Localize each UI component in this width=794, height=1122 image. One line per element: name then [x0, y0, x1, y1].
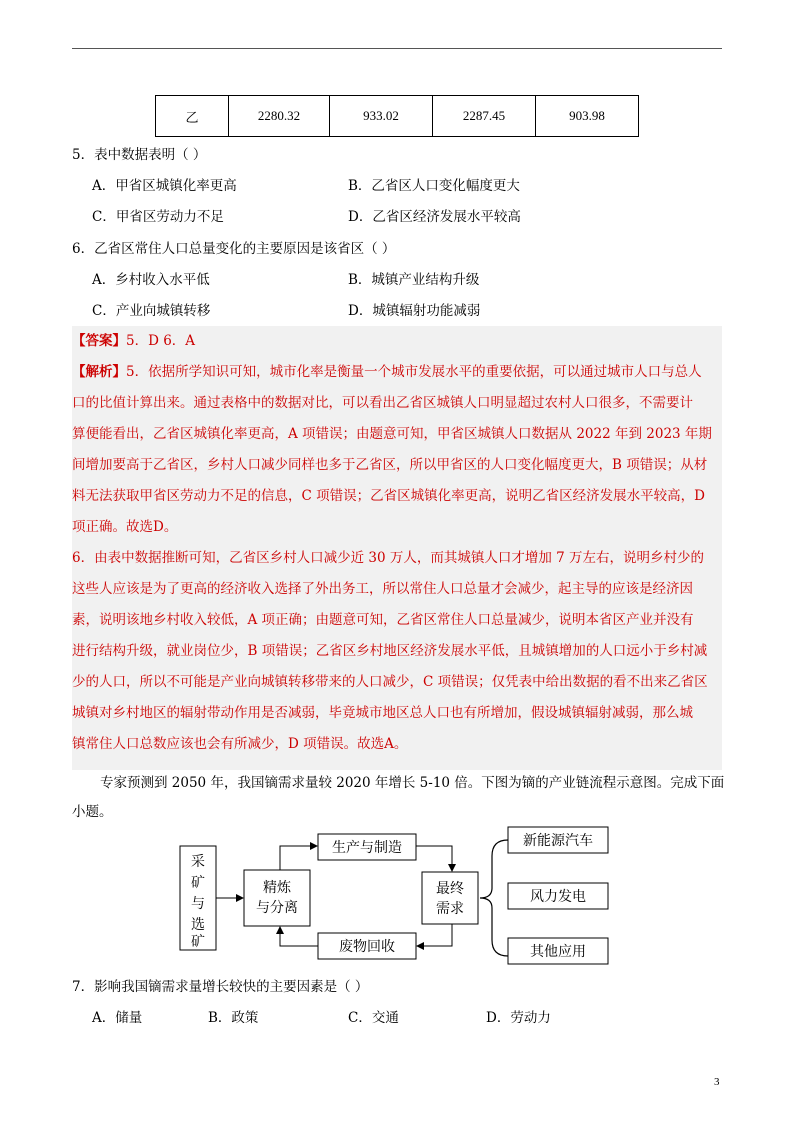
analysis-tag: 【解析】 [72, 364, 126, 380]
data-table [155, 95, 639, 137]
use-label: 新能源汽车 [523, 833, 593, 849]
q7-option-b: B．政策 [208, 1010, 259, 1026]
refining-label: 精炼 [263, 880, 291, 896]
table-cell: 乙 [156, 96, 229, 137]
q6-option-d: D．城镇辐射功能减弱 [348, 303, 481, 319]
analysis-line: 这些人应该是为了更高的经济收入选择了外出务工，所以常住人口总量才会减少，起主导的应该是经济因 [72, 581, 693, 597]
q6-option-c: C．产业向城镇转移 [92, 303, 211, 319]
mining-char: 采 [191, 854, 205, 870]
final-demand-label: 最终 [436, 881, 464, 897]
q5-option-b: B．乙省区人口变化幅度更大 [348, 178, 520, 194]
q6-stem: 6．乙省区常住人口总量变化的主要原因是该省区（ ） [72, 241, 396, 257]
final-demand-label: 需求 [436, 901, 464, 917]
analysis-line: 料无法获取甲省区劳动力不足的信息，C 项错误；乙省区城镇化率更高，说明乙省区经济发展水平较高，D [72, 488, 705, 504]
analysis-line: 少的人口，所以不可能是产业向城镇转移带来的人口减少，C 项错误；仅凭表中给出数据的看不出来乙省区 [72, 674, 708, 690]
analysis-line: 进行结构升级，就业岗位少，B 项错误；乙省区乡村地区经济发展水平低，且城镇增加的人口远小于乡村减 [72, 643, 708, 659]
arrow [280, 846, 317, 870]
q5-option-d: D．乙省区经济发展水平较高 [348, 209, 521, 225]
refining-label: 与分离 [256, 900, 298, 916]
recycling-label: 废物回收 [339, 939, 395, 955]
analysis-line: 镇常住人口总数应该也会有所减少，D 项错误。故选A。 [72, 736, 408, 752]
production-label: 生产与制造 [332, 840, 402, 856]
table-cell: 903.98 [536, 96, 639, 137]
analysis-line [72, 363, 702, 381]
answer-tag: 【答案】 [72, 333, 126, 349]
arrow [280, 927, 318, 946]
analysis-line: 口的比值计算出来。通过表格中的数据对比，可以看出乙省区城镇人口明显超过农村人口很多，不需要计 [72, 395, 693, 411]
use-label: 风力发电 [530, 889, 586, 905]
analysis-text: 5．依据所学知识可知，城市化率是衡量一个城市发展水平的重要依据，可以通过城市人口与总人 [126, 364, 702, 380]
refining-box [244, 870, 310, 926]
analysis-line: 6．由表中数据推断可知，乙省区乡村人口减少近 30 万人，而其城镇人口才增加 7 万左右，说明乡村少的 [72, 550, 705, 566]
q5-option-c: C．甲省区劳动力不足 [92, 209, 224, 225]
analysis-line: 间增加要高于乙省区，乡村人口减少同样也多于乙省区，所以甲省区的人口变化幅度更大，B 项错误；从材 [72, 457, 708, 473]
answer-text: 5．D 6．A [126, 333, 196, 349]
mining-char: 与 [191, 896, 205, 912]
material-text: 小题。 [72, 804, 113, 820]
brace [480, 840, 508, 956]
q6-option-a: A．乡村收入水平低 [92, 272, 210, 288]
q7-option-c: C．交通 [348, 1010, 399, 1026]
page-number: 3 [714, 1076, 720, 1088]
use-label: 其他应用 [530, 944, 586, 960]
q5-option-a: A．甲省区城镇化率更高 [92, 178, 237, 194]
table-cell: 933.02 [330, 96, 433, 137]
mining-char: 选 [191, 917, 205, 933]
dysprosium-flow-diagram [170, 826, 620, 970]
table-cell: 2287.45 [433, 96, 536, 137]
analysis-line: 素，说明该地乡村收入较低，A 项正确；由题意可知，乙省区常住人口总量减少，说明本省区产业并没有 [72, 612, 694, 628]
q7-stem: 7．影响我国镝需求量增长较快的主要因素是（ ） [72, 979, 369, 995]
table-row [156, 96, 639, 137]
q7-option-a: A．储量 [92, 1010, 143, 1026]
arrow [417, 924, 452, 946]
q5-stem: 5．表中数据表明（ ） [72, 147, 207, 163]
arrow [416, 846, 452, 871]
analysis-line: 项正确。故选D。 [72, 519, 178, 535]
q6-option-b: B．城镇产业结构升级 [348, 272, 480, 288]
mining-char: 矿 [191, 934, 205, 950]
analysis-line: 算便能看出，乙省区城镇化率更高，A 项错误；由题意可知，甲省区城镇人口数据从 2022 年到 2023 年期 [72, 426, 712, 442]
answer-line [72, 332, 195, 350]
mining-char: 矿 [191, 875, 205, 891]
table-cell: 2280.32 [229, 96, 330, 137]
answer-block [72, 326, 722, 770]
analysis-line: 城镇对乡村地区的辐射带动作用是否减弱，毕竟城市地区总人口也有所增加，假设城镇辐射减弱，那么城 [72, 705, 693, 721]
header-rule [72, 48, 722, 49]
q7-option-d: D．劳动力 [486, 1010, 551, 1026]
material-text: 专家预测到 2050 年，我国镝需求量较 2020 年增长 5-10 倍。下图为镝的产业链流程示意图。完成下面 [100, 775, 725, 791]
